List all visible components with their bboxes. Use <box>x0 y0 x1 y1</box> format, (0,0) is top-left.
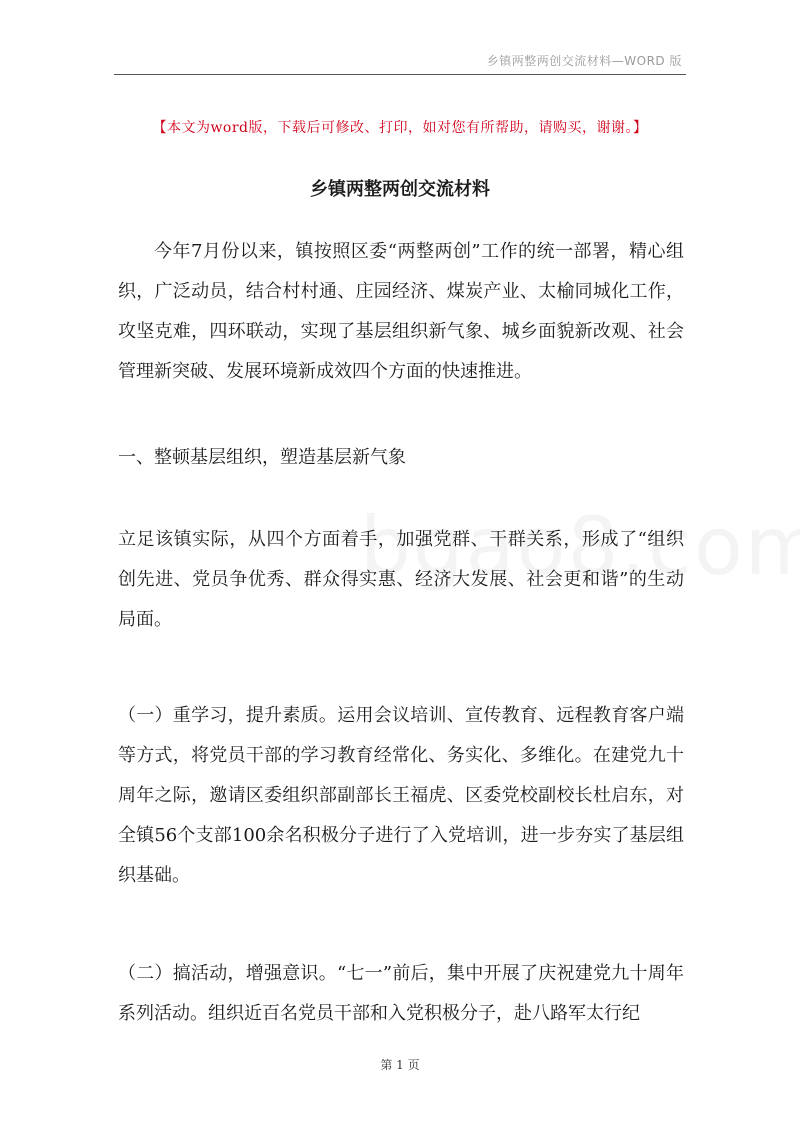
paragraph-item-2: （二）搞活动，增强意识。“七一”前后，集中开展了庆祝建党九十周年系列活动。组织近百名党员干部和入党积极分子，赴八路军太行纪 <box>118 963 684 1024</box>
running-header-title: 乡镇两整两创交流材料—WORD 版 <box>486 54 682 68</box>
paragraph-section-1-intro: 立足该镇实际，从四个方面着手，加强党群、干群关系，形成了“组织创先进、党员争优秀、群众得实惠、经济大发展、社会更和谐”的生动局面。 <box>118 529 684 630</box>
header-divider <box>114 74 686 75</box>
paragraph-item-1: （一）重学习，提升素质。运用会议培训、宣传教育、远程教育客户端等方式，将党员干部的学习教育经常化、务实化、多维化。在建党九十周年之际，邀请区委组织部副部长王福虎、区委党校副校长杜启东，对全镇56个支部100余名积极分子进行了入党培训，进一步夯实了基层组织基础。 <box>118 705 684 886</box>
paragraph-intro: 今年7月份以来，镇按照区委“两整两创”工作的统一部署，精心组织，广泛动员，结合村村通、庄园经济、煤炭产业、太榆同城化工作，攻坚克难，四环联动，实现了基层组织新气象、城乡面貌新改观、社会管理新突破、发展环境新成效四个方面的快速推进。 <box>118 241 684 382</box>
document-title: 乡镇两整两创交流材料 <box>310 179 490 200</box>
download-notice: 【本文为word版，下载后可修改、打印，如对您有所帮助，请购买，谢谢。】 <box>152 120 648 136</box>
section-heading-1: 一、整顿基层组织，塑造基层新气象 <box>118 447 406 468</box>
page-number: 第 1 页 <box>380 1058 420 1072</box>
